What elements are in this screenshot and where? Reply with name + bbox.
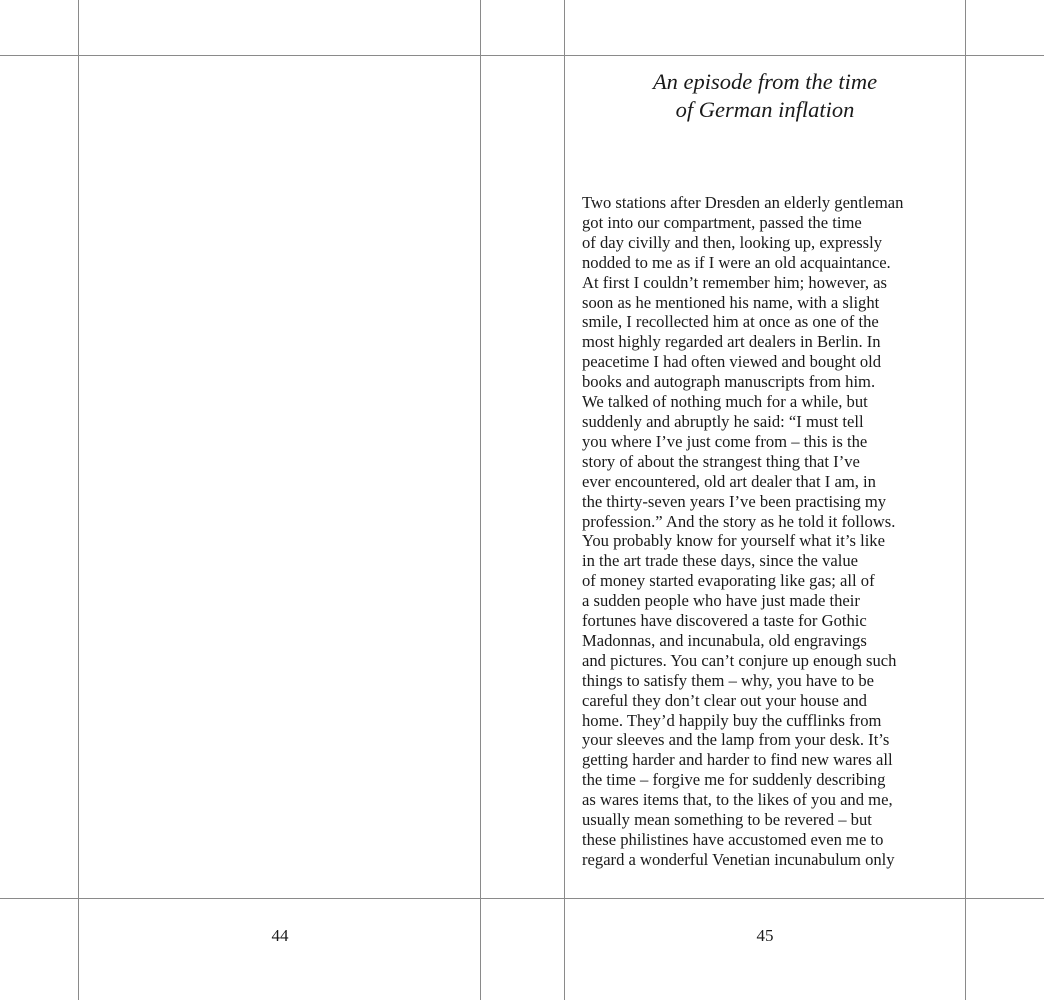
guide-line-vertical [564, 0, 565, 1000]
guide-line-horizontal [0, 55, 1044, 56]
text-line: of day civilly and then, looking up, expressly [582, 232, 883, 252]
text-line: books and autograph manuscripts from him. [582, 372, 876, 392]
text-line: suddenly and abruptly he said: “I must tell [582, 411, 864, 431]
page-number-right: 45 [756, 926, 774, 945]
text-line: and pictures. You can’t conjure up enough such [582, 650, 897, 670]
text-line: story of about the strangest thing that I’ve [582, 451, 860, 471]
text-line: You probably know for yourself what it’s like [582, 531, 885, 551]
text-line: a sudden people who have just made their [582, 591, 860, 611]
text-line: peacetime I had often viewed and bought old [582, 352, 882, 372]
text-line: the time – forgive me for suddenly describing [582, 770, 886, 790]
text-line: as wares items that, to the likes of you and me, [582, 790, 893, 810]
text-line: most highly regarded art dealers in Berlin. In [582, 332, 881, 352]
chapter-title-line: of German inflation [675, 97, 855, 122]
text-line: smile, I recollected him at once as one of the [582, 312, 879, 332]
page-number-left: 44 [271, 926, 289, 945]
text-line: fortunes have discovered a taste for Gothic [582, 611, 867, 631]
text-line: ever encountered, old art dealer that I am, in [582, 471, 876, 491]
text-line: these philistines have accustomed even me to [582, 830, 884, 849]
text-line: Madonnas, and incunabula, old engravings [582, 630, 867, 650]
text-line: you where I’ve just come from – this is the [582, 431, 868, 451]
text-line: in the art trade these days, since the value [582, 551, 858, 571]
text-line: getting harder and harder to find new wares all [582, 750, 893, 770]
text-line: careful they don’t clear out your house and [582, 690, 867, 710]
text-line: your sleeves and the lamp from your desk. It’s [582, 730, 890, 750]
text-line: usually mean something to be revered – but [582, 810, 872, 830]
guide-line-horizontal [0, 898, 1044, 899]
text-line: Two stations after Dresden an elderly gentleman [582, 193, 904, 212]
text-line: soon as he mentioned his name, with a slight [582, 292, 880, 312]
text-line: the thirty-seven years I’ve been practising my [582, 491, 887, 511]
text-line: At first I couldn’t remember him; however, as [582, 272, 888, 292]
chapter-title [565, 68, 965, 124]
guide-line-vertical [78, 0, 79, 1000]
text-line: nodded to me as if I were an old acquaintance. [582, 252, 891, 272]
text-line: We talked of nothing much for a while, but [582, 392, 868, 412]
body-text [582, 193, 962, 870]
guide-line-vertical [965, 0, 966, 1000]
text-line: of money started evaporating like gas; all of [582, 571, 875, 591]
text-line: regard a wonderful Venetian incunabulum only [582, 849, 895, 869]
text-line: got into our compartment, passed the time [582, 212, 862, 232]
guide-line-vertical [480, 0, 481, 1000]
text-line: home. They’d happily buy the cufflinks from [582, 710, 882, 730]
text-line: profession.” And the story as he told it follows. [582, 511, 896, 531]
text-line: things to satisfy them – why, you have to be [582, 670, 875, 690]
chapter-title-line: An episode from the time [652, 69, 878, 94]
